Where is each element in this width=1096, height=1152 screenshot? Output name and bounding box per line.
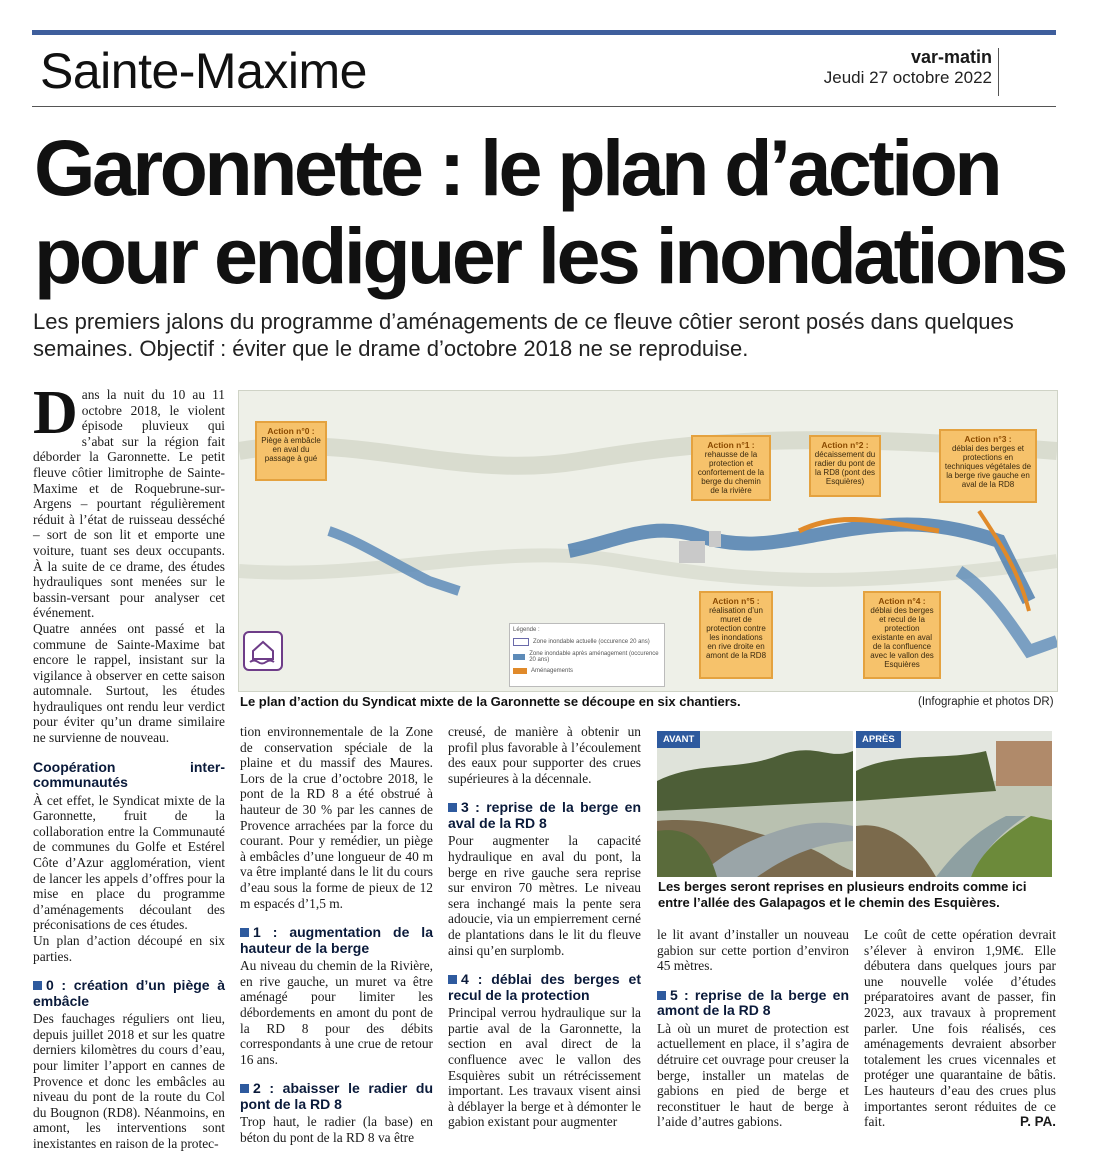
masthead [824,47,992,89]
legend-swatch [513,668,527,674]
after-photo [856,731,1052,877]
intro-paragraph: ans la nuit du 10 au 11 octobre 2018, le violent épisode pluvieux qui s’abat sur la région fait déborder la Garonnette. Le petit fleuve côtier limitrophe de Sainte-Maxime et de Roquebrune-sur-Argens – pourtant régulièrement réduit à l’état de ruisseau desséché – sort de son lit et emporte une voiture, tuant ses deux occupants. À la suite de ce drame, des études hydrauliques sont menées sur le bassin-versant pour analyser cet événement. [33,387,225,621]
header-divider [32,106,1056,107]
paragraph: Au niveau du chemin de la Rivière, en rive gauche, un muret va être aménagé pour limiter les débordements en amont du pont de la RD 8 pour des débits correspondants à une crue de retour 16 ans. [240,958,433,1067]
drop-cap: D [33,379,78,447]
map-caption: Le plan d’action du Syndicat mixte de la Garonnette se découpe en six chantiers. [240,694,741,709]
article-column-2 [240,724,433,1145]
paragraph: Trop haut, le radier (la base) en béton du pont de la RD 8 va être [240,1114,433,1145]
after-photo-image [856,731,1052,877]
headline-line-2: pour endiguer les inondations [34,211,1065,300]
paragraph: tion environnementale de la Zone de conservation spéciale de la plaine et du massif des Maures. Lors de la crue d’octobre 2018, le pont de la RD 8 a été obstrué à hauteur de 30 % par les cannes de Provence arrachées par la force du courant. Pour y remédier, un piège à embâcles d’une longueur de 40 m va être implanté dans le lit du cours d’eau sous la forme de pieux de 12 m espacés d’1,5 m. [240,724,433,911]
paragraph: Là où un muret de protection est actuellement en place, il s’agira de détruire cet ouvrage pour creuser la berge, installer un matelas de gabions en pied de berge et reconstituer le haut de berge à l’aide d’autres gabions. [657,1020,849,1130]
paragraph: À cet effet, le Syndicat mixte de la Garonnette, fruit de la collaboration entre la Communauté de communes du Golfe et Estérel Côte d’Azur agglomération, vient de lancer les appels d’offres pour la mise en place du programme d’aménagements découlant des préconisations de ces études. [33,792,225,933]
headline [34,124,1074,300]
legend-item: Zone inondable après aménagement (occurence 20 ans) [513,651,661,663]
square-bullet-icon [448,975,457,984]
legend-title: Légende : [513,627,540,633]
paragraph: Le coût de cette opération devrait s’élever à environ 1,9M€. Elle débutera dans quelques jours par une nouvelle volée d’études préparatoires avant de passer, fin 2023, aux travaux à proprement parler. Une fois réalisés, ces aménagements devraient absorber totalement les crues vicennales et protéger une quarantaine de bâtis. Les hauteurs d’eau des crues plus importantes seront réduites de ce fait. [864,927,1056,1130]
square-bullet-icon [448,803,457,812]
square-bullet-icon [240,1084,249,1093]
author-signature: P. PA. [1020,1113,1056,1129]
article-column-5 [864,927,1056,1129]
square-bullet-icon [657,991,666,1000]
action-0-box: Action n°0 : Piège à embâcle en aval du passage à gué [255,421,327,481]
article-column-3 [448,724,641,1130]
action-5-box: Action n°5 : réalisation d’un muret de protection contre les inondations en rive droite en amont de la RD8 [699,591,773,679]
legend-item: Aménagements [513,668,661,674]
issue-date: Jeudi 27 octobre 2022 [823,68,992,87]
square-bullet-icon [240,928,249,937]
after-tag: APRÈS [856,731,901,748]
paragraph: Des fauchages réguliers ont lieu, depuis juillet 2018 et sur les quatre derniers kilomètres du cours d’eau, pour limiter l’apport en cannes de Provence et donc les embâcles au niveau du pont de la route du Col du Bougnon (RD8). Néanmoins, en amont, les interventions sont inexistantes en raison de la protec- [33,1011,225,1151]
action-1-box: Action n°1 : rehausse de la protection et confortement de la berge du chemin de la rivière [691,435,771,501]
before-photo [657,731,853,877]
action-plan-map [238,390,1058,692]
legend-item: Zone inondable actuelle (occurence 20 ans) [513,638,661,646]
photos-caption: Les berges seront reprises en plusieurs endroits comme ici entre l’allée des Galapagos et le chemin des Esquières. [658,879,1027,910]
article-column-1 [33,379,225,1152]
legend-swatch [513,654,525,660]
square-bullet-icon [33,981,42,990]
subhead-action-1: 1 : augmentation de la hauteur de la berge [240,924,433,956]
article-column-4 [657,927,849,1130]
top-color-bar [32,30,1056,35]
brand-name: var-matin [910,47,992,67]
action-4-box: Action n°4 : déblai des berges et recul de la protection existante en aval de la confluence avec le vallon des Esquières [863,591,941,679]
subhead-coop: Coopération inter-communautés [33,758,225,791]
section-title: Sainte-Maxime [40,43,367,99]
legend-swatch [513,638,529,646]
paragraph: Principal verrou hydraulique sur la partie aval de la Garonnette, la section en aval direct de la confluence avec le vallon des Esquières subit un rétrécissement important. Les travaux visent ainsi à déblayer la berge et à démonter le gabion existant pour augmenter [448,1005,641,1130]
action-3-box: Action n°3 : déblai des berges et protections en techniques végétales de la berge rive gauche en aval de la RD8 [939,429,1037,503]
photo-credit: (Infographie et photos DR) [918,696,1054,708]
before-photo-image [657,731,853,877]
subhead-action-5: 5 : reprise de la berge en amont de la RD 8 [657,986,849,1019]
subhead-action-4: 4 : déblai des berges et recul de la protection [448,971,641,1003]
subhead-action-3: 3 : reprise de la berge en aval de la RD 8 [448,799,641,831]
subhead-action-0: 0 : création d’un piège à embâcle [33,977,225,1009]
paragraph: Quatre années ont passé et la commune de Sainte-Maxime bat encore le rappel, insistant sur la vigilance à observer en cette saison automnale. Surtout, les études hydrauliques ont rendu leur verdict pour éviter qu’un drame similaire ne survienne de nouveau. [33,620,225,746]
standfirst: Les premiers jalons du programme d’aménagements de ce fleuve côtier seront posés dans quelques semaines. Objectif : éviter que le drame d’octobre 2018 ne se reproduise. [33,309,1014,361]
action-2-box: Action n°2 : décaissement du radier du pont de la RD8 (pont des Esquières) [809,435,881,497]
paragraph: Un plan d’action découpé en six parties. [33,933,225,964]
subhead-action-2: 2 : abaisser le radier du pont de la RD 8 [240,1080,433,1112]
before-tag: AVANT [657,731,700,748]
flood-house-icon [243,631,283,671]
paragraph: le lit avant d’installer un nouveau gabion sur cette portion d’environ 45 mètres. [657,927,849,974]
map-legend [509,623,665,687]
paragraph: creusé, de manière à obtenir un profil plus favorable à l’écoulement des eaux pour supporter des crues supérieures à la décennale. [448,724,641,786]
headline-line-1: Garonnette : le plan d’action [34,123,1000,212]
masthead-rule [998,48,999,96]
paragraph: Pour augmenter la capacité hydraulique en aval du pont, la berge en rive gauche sera reprise sur environ 70 mètres. Le niveau sera inchangé mais la pente sera adoucie, via un empierrement cerné de plantations dans le lit du fleuve ainsi qu’en surplomb. [448,833,641,958]
